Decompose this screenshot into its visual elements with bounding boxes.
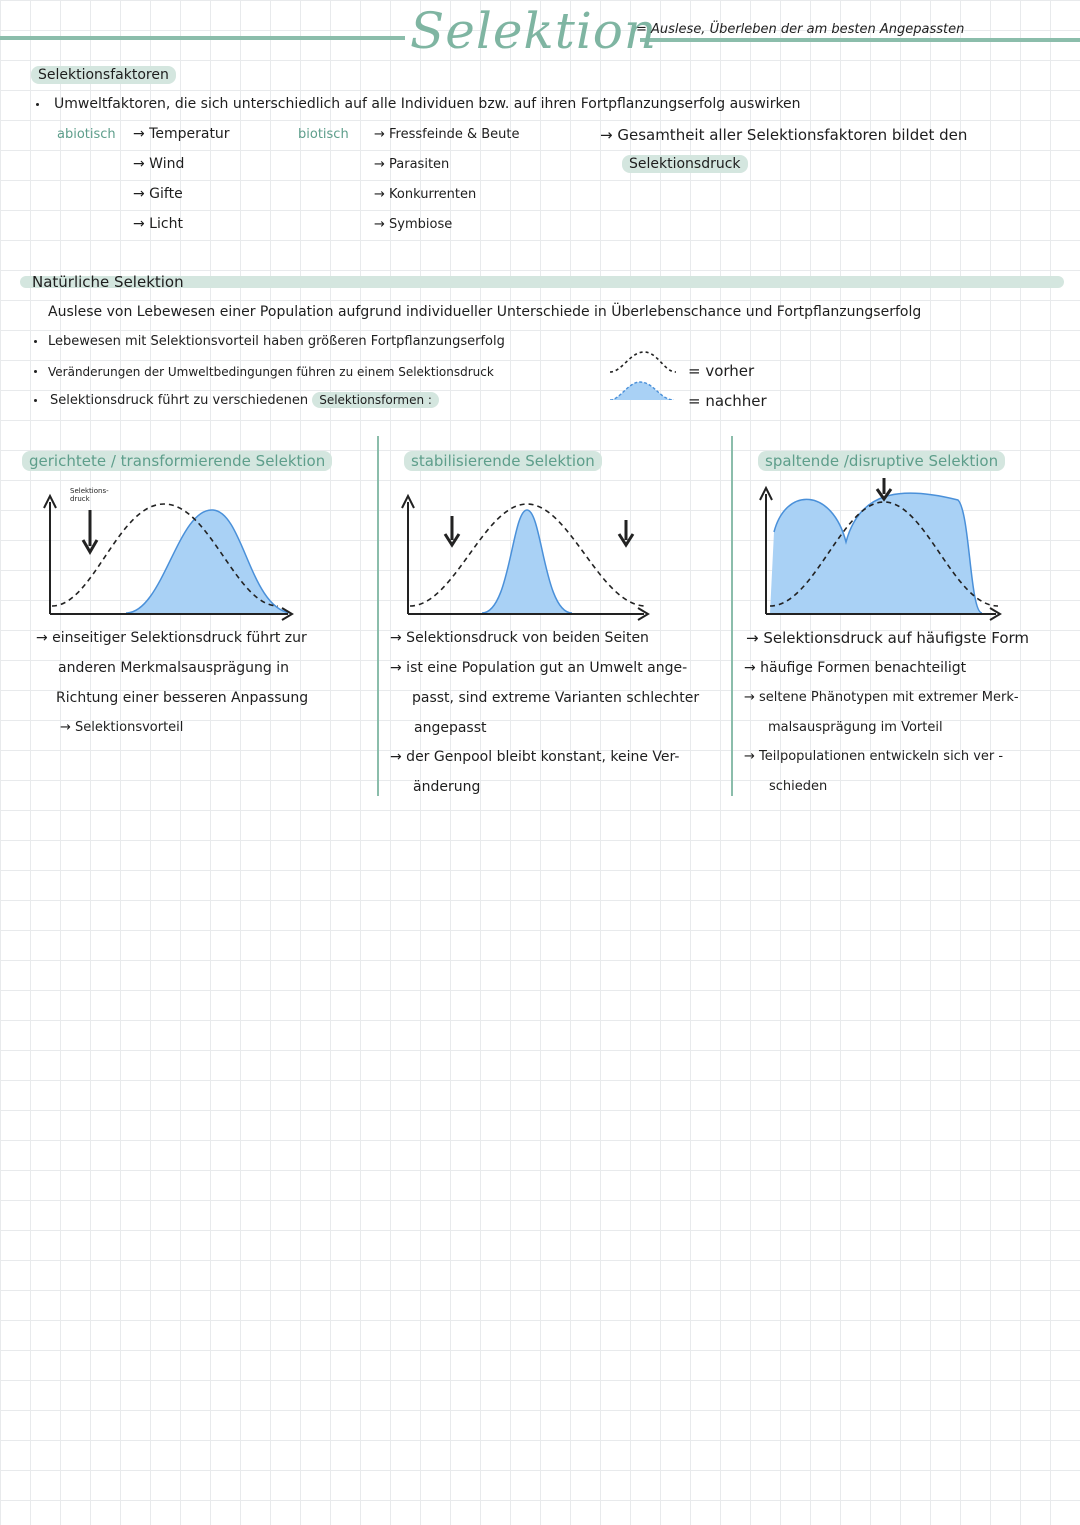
natural-bullet-3-text: Selektionsdruck führt zu verschiedenen [50,393,309,408]
graph-stabilizing [394,482,654,622]
selection-forms-term: Selektionsformen : [312,392,439,408]
biotic-label: biotisch [298,127,349,142]
page-subtitle: = Auslese, Überleben der am besten Angepassten [636,22,965,37]
abiotic-item: → Temperatur [133,126,230,142]
graph-disruptive [752,472,1012,622]
natural-bullet-1: Lebewesen mit Selektionsvorteil haben größeren Fortpflanzungserfolg [48,334,505,349]
column-divider [731,436,733,796]
biotic-item: → Symbiose [374,217,453,232]
column-divider [377,436,379,796]
form-line: angepasst [414,720,487,736]
form-line: → häufige Formen benachteiligt [744,660,967,676]
natural-definition: Auslese von Lebewesen einer Population aufgrund individueller Unterschiede in Überlebenschance und Fortpflanzungserfolg [48,304,922,320]
abiotic-label: abiotisch [57,127,116,142]
form-title-stabilizing: stabilisierende Selektion [404,451,602,471]
biotic-item: → Fressfeinde & Beute [374,127,520,142]
form-line: → Selektionsvorteil [60,720,184,735]
legend-before-label: = vorher [688,362,755,380]
bullet-dot [34,340,37,343]
form-line: Richtung einer besseren Anpassung [56,690,309,706]
after-distribution [770,493,982,613]
abiotic-item: → Wind [133,156,185,172]
section-heading-natural: Natürliche Selektion [32,273,184,291]
section-heading-factors: Selektionsfaktoren [31,66,176,84]
after-distribution [482,510,572,613]
pressure-label: Selektions- druck [70,487,109,503]
form-line: → Selektionsdruck von beiden Seiten [390,630,649,646]
form-title-disruptive: spaltende /disruptive Selektion [758,451,1005,471]
form-line: malsausprägung im Vorteil [768,720,943,735]
natural-bullet-2: Veränderungen der Umweltbedingungen führen zu einem Selektionsdruck [48,365,494,379]
factors-intro: Umweltfaktoren, die sich unterschiedlich auf alle Individuen bzw. auf ihren Fortpflanzungserfolg auswirken [54,96,801,112]
form-line: → Selektionsdruck auf häufigste Form [746,629,1030,647]
form-line: → seltene Phänotypen mit extremer Merk- [744,690,1019,705]
legend-after-label: = nachher [688,392,767,410]
form-line: anderen Merkmalsausprägung in [58,660,289,676]
pressure-term: Selektionsdruck [622,155,748,173]
form-line: → der Genpool bleibt konstant, keine Ver- [390,749,680,765]
form-line: passt, sind extreme Varianten schlechter [412,690,700,706]
form-line: schieden [769,779,828,794]
page-title: Selektion [410,2,658,60]
form-title-directional: gerichtete / transformierende Selektion [22,451,332,471]
title-rule-left [0,36,405,40]
graph-directional [38,482,318,622]
form-line: → einseitiger Selektionsdruck führt zur [36,630,307,646]
abiotic-item: → Licht [133,216,183,232]
natural-bullet-3 [50,393,439,408]
biotic-item: → Parasiten [374,157,450,172]
biotic-item: → Konkurrenten [374,187,477,202]
legend-before-curve [610,352,676,372]
form-line: → ist eine Population gut an Umwelt ange- [390,660,688,676]
form-line: → Teilpopulationen entwickeln sich ver - [744,749,1004,764]
title-rule-right [640,38,1080,42]
pressure-text: → Gesamtheit aller Selektionsfaktoren bildet den [600,126,968,144]
after-distribution [126,510,290,613]
form-line: änderung [413,779,481,795]
abiotic-item: → Gifte [133,186,183,202]
bullet-dot [36,103,39,106]
bullet-dot [34,399,37,402]
legend-curves [604,350,684,400]
bullet-dot [34,370,37,373]
